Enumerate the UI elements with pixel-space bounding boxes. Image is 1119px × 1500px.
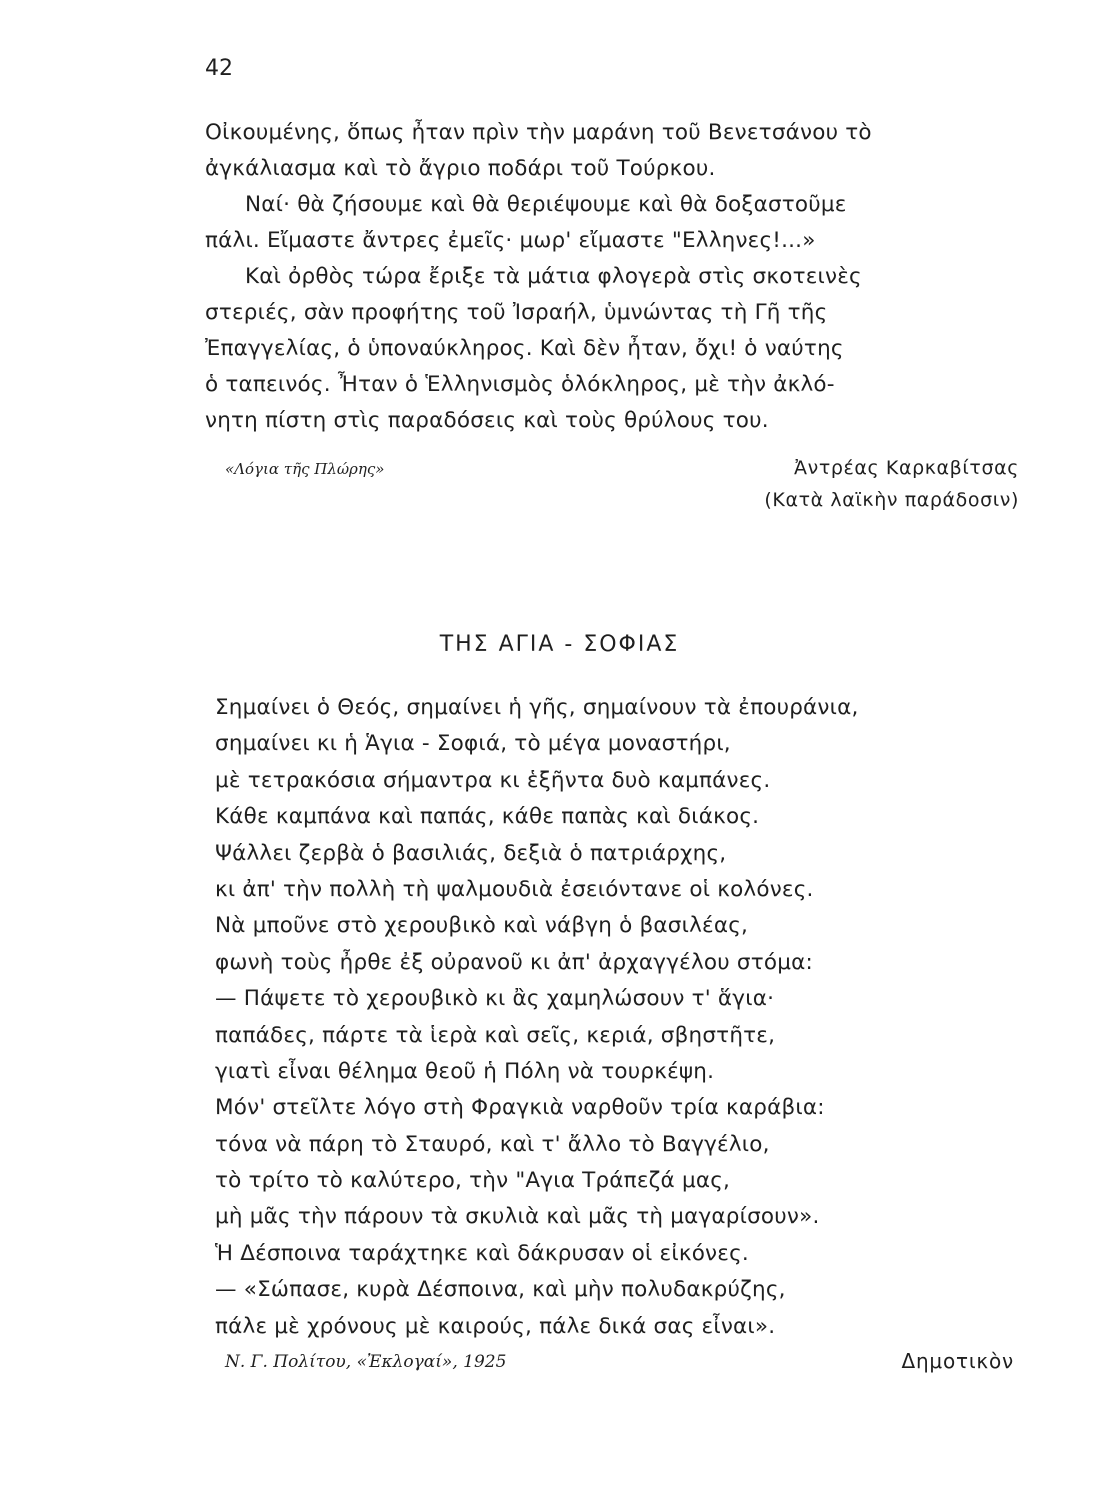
poem-line: — «Σώπασε, κυρὰ Δέσποινα, καὶ μὴν πολυδακρύζης, [215,1277,786,1303]
poem-line: Κάθε καμπάνα καὶ παπάς, κάθε παπὰς καὶ διάκος. [215,804,760,830]
poem-line: Σημαίνει ὁ Θεός, σημαίνει ἡ γῆς, σημαίνουν τὰ ἐπουράνια, [215,695,859,720]
poem-line: — Πάψετε τὸ χερουβικὸ κι ἂς χαμηλώσουν τ' ἅγια· [215,986,775,1012]
author-note: (Κατὰ λαϊκὴν παράδοσιν) [764,489,1019,511]
poem-line: τὸ τρίτο τὸ καλύτερο, τὴν "Αγια Τράπεζά μας, [215,1168,731,1194]
prose-line: στεριές, σὰν προφήτης τοῦ Ἰσραήλ, ὑμνώντας τὴ Γῆ τῆς [205,300,828,325]
poem-line: σημαίνει κι ἡ Ἁγια - Σοφιά, τὸ μέγα μοναστήρι, [215,731,731,757]
poem-line: Ἡ Δέσποινα ταράχτηκε καὶ δάκρυσαν οἱ εἰκόνες. [215,1240,749,1266]
poem-body [215,690,1015,1345]
poem-line: γιατὶ εἶναι θέλημα θεοῦ ἡ Πόλη νὰ τουρκέψη. [215,1058,715,1084]
prose-line: Ναί· θὰ ζήσουμε καὶ θὰ θεριέψουμε καὶ θὰ δοξαστοῦμε [245,192,847,217]
prose-line: νητη πίστη στὶς παραδόσεις καὶ τοὺς θρύλους του. [205,408,769,433]
poem-line: κι ἀπ' τὴν πολλὴ τὴ ψαλμουδιὰ ἐσειόντανε οἱ κολόνες. [215,876,814,902]
poem-line: Μόν' στεῖλτε λόγο στὴ Φραγκιὰ ναρθοῦν τρία καράβια: [215,1095,825,1121]
prose-line: Ἐπαγγελίας, ὁ ὑποναύκληρος. Καὶ δὲν ἦταν, ὄχι! ὁ ναύτης [205,336,844,361]
prose-line: Καὶ ὀρθὸς τώρα ἔριξε τὰ μάτια φλογερὰ στὶς σκοτεινὲς [245,264,862,289]
prose-line: ἀγκάλιασμα καὶ τὸ ἄγριο ποδάρι τοῦ Τούρκου. [205,156,716,181]
poem-line: μὴ μᾶς τὴν πάρουν τὰ σκυλιὰ καὶ μᾶς τὴ μαγαρίσουν». [215,1204,820,1230]
prose-line: πάλι. Εἴμαστε ἄντρες ἐμεῖς· μωρ' εἴμαστε "Ελληνες!...» [205,228,816,253]
poem-line: πάλε μὲ χρόνους μὲ καιρούς, πάλε δικά σας εἶναι». [215,1313,776,1339]
poem-line: Νὰ μποῦνε στὸ χερουβικὸ καὶ νάβγη ὁ βασιλέας, [215,913,749,939]
poem-title: ΤΗΣ ΑΓΙΑ - ΣΟΦΙΑΣ [439,632,680,657]
author-name: Ἀντρέας Καρκαβίτσας [794,457,1019,479]
poem-line: φωνὴ τοὺς ἦρθε ἐξ οὐρανοῦ κι ἀπ' ἀρχαγγέλου στόμα: [215,949,813,975]
prose-line: ὁ ταπεινός. Ἦταν ὁ Ἑλληνισμὸς ὁλόκληρος, μὲ τὴν ἀκλό- [205,372,835,397]
poem-line: μὲ τετρακόσια σήμαντρα κι ἑξῆντα δυὸ καμπάνες. [215,767,771,793]
prose-passage [205,115,1025,439]
poem-line: παπάδες, πάρτε τὰ ἱερὰ καὶ σεῖς, κεριά, σβηστῆτε, [215,1022,776,1048]
poem-line: Ψάλλει ζερβὰ ὁ βασιλιάς, δεξιὰ ὁ πατριάρχης, [215,840,727,866]
page-number: 42 [205,56,233,81]
prose-line: Οἰκουμένης, ὅπως ἦταν πρὶν τὴν μαράνη τοῦ Βενετσάνου τὸ [205,120,872,145]
author-attribution [764,452,1019,516]
prose-source-note: «Λόγια τῆς Πλώρης» [225,460,385,478]
poem-line: τόνα νὰ πάρη τὸ Σταυρό, καὶ τ' ἄλλο τὸ Βαγγέλιο, [215,1131,770,1157]
poem-citation: Ν. Γ. Πολίτου, «Ἐκλογαί», 1925 [225,1352,507,1372]
poem-genre-label: Δημοτικὸν [901,1349,1014,1373]
